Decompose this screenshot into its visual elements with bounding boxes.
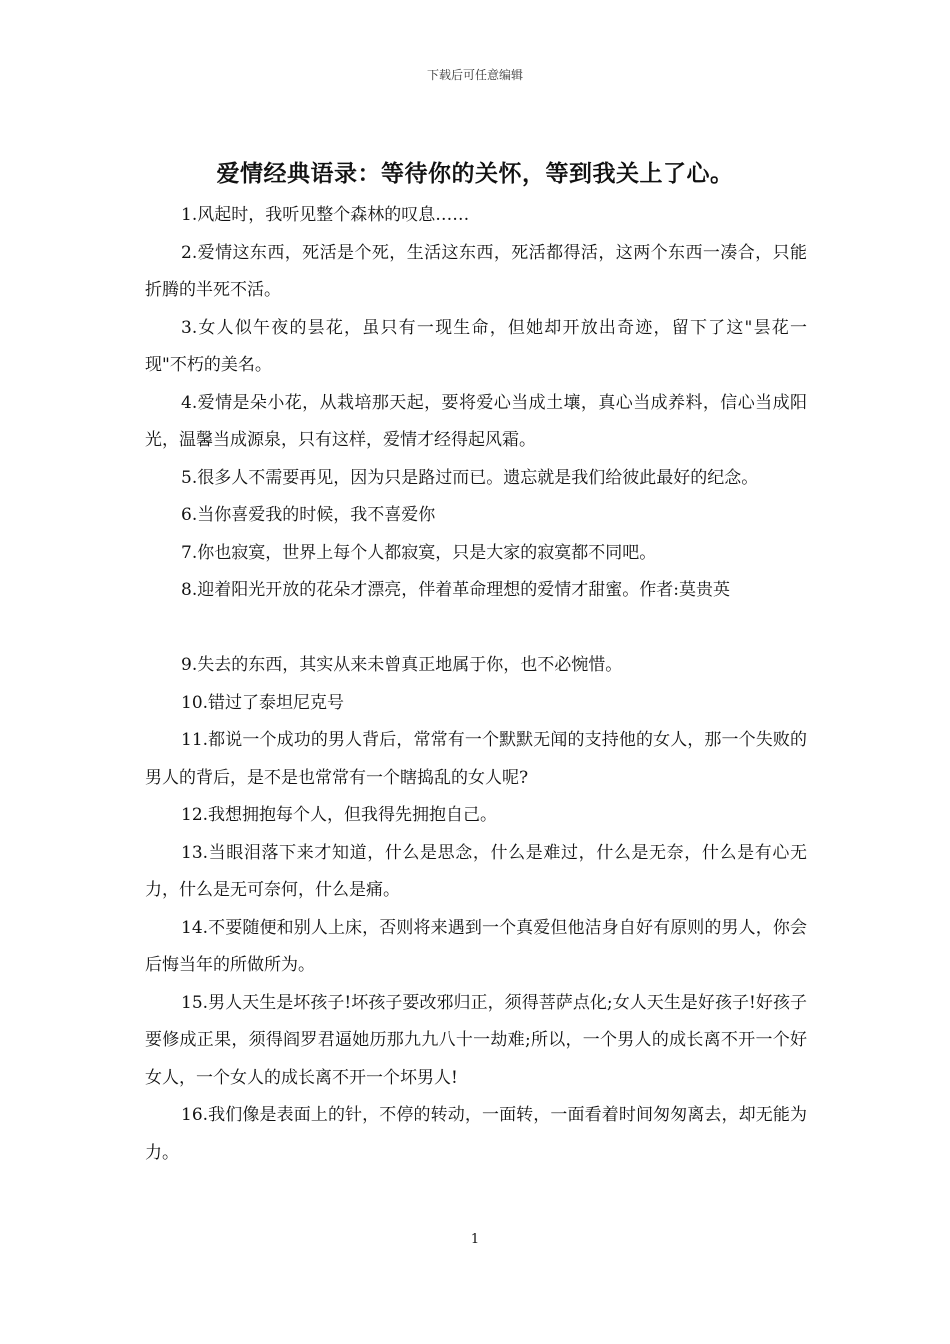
paragraph-16: 16.我们像是表面上的针，不停的转动，一面转，一面看着时间匆匆离去，却无能为力。 — [145, 1105, 807, 1163]
paragraph-10: 10.错过了泰坦尼克号 — [181, 692, 345, 713]
paragraph-14: 14.不要随便和别人上床，否则将来遇到一个真爱但他洁身自好有原则的男人，你会后悔当年的所做所为。 — [145, 917, 807, 975]
paragraph-12: 12.我想拥抱每个人，但我得先拥抱自己。 — [181, 805, 498, 825]
page-header: 下载后可任意编辑 — [426, 68, 523, 82]
paragraph-4: 4.爱情是朵小花，从栽培那天起，要将爱心当成土壤，真心当成养料，信心当成阳光，温馨当成源泉，只有这样，爱情才经得起风霜。 — [145, 392, 807, 450]
paragraph-13: 13.当眼泪落下来才知道，什么是思念，什么是难过，什么是无奈，什么是有心无力，什么是无可奈何，什么是痛。 — [145, 842, 807, 900]
paragraph-2: 2.爱情这东西，死活是个死，生活这东西，死活都得活，这两个东西一凑合，只能折腾的半死不活。 — [145, 242, 807, 300]
document-title: 爱情经典语录：等待你的关怀，等到我关上了心。 — [216, 160, 734, 187]
blank-line — [145, 610, 807, 648]
paragraph-5: 5.很多人不需要再见，因为只是路过而已。遗忘就是我们给彼此最好的纪念。 — [181, 467, 759, 488]
paragraph-11: 11.都说一个成功的男人背后，常常有一个默默无闻的支持他的女人，那一个失败的男人的背后，是不是也常常有一个瞎捣乱的女人呢? — [145, 730, 807, 788]
paragraph-15: 15.男人天生是坏孩子!坏孩子要改邪归正，须得菩萨点化;女人天生是好孩子!好孩子要修成正果，须得阎罗君逼她历那九九八十一劫难;所以，一个男人的成长离不开一个好女人，一个女人的成长离不开一个坏男人! — [145, 992, 807, 1088]
page-number: 1 — [470, 1232, 480, 1247]
paragraph-6: 6.当你喜爱我的时候，我不喜爱你 — [181, 505, 436, 525]
paragraph-8: 8.迎着阳光开放的花朵才漂亮，伴着革命理想的爱情才甜蜜。作者:莫贵英 — [181, 580, 730, 600]
paragraph-1: 1.风起时，我听见整个森林的叹息…… — [181, 205, 470, 225]
paragraph-3: 3.女人似午夜的昙花，虽只有一现生命，但她却开放出奇迹，留下了这"昙花一现"不朽的美名。 — [145, 317, 807, 375]
paragraph-7: 7.你也寂寞，世界上每个人都寂寞，只是大家的寂寞都不同吧。 — [181, 542, 657, 563]
document-body — [145, 197, 807, 1172]
paragraph-9: 9.失去的东西，其实从来未曾真正地属于你，也不必惋惜。 — [181, 655, 623, 675]
